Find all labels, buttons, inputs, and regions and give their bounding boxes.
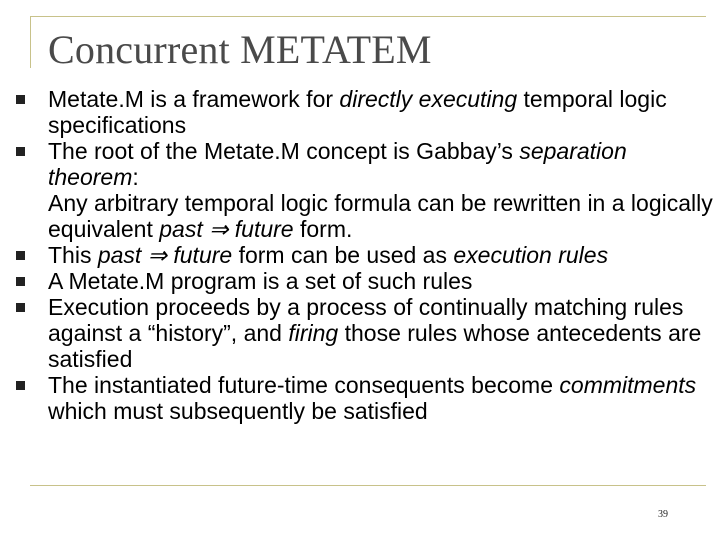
emphasis-text: past ⇒ future [159, 216, 294, 242]
body-text: Execution proceeds by a process of continually matching rules against a “history”, and [48, 294, 684, 346]
square-bullet-icon [16, 303, 25, 312]
square-bullet-icon [16, 277, 25, 286]
body-text: The root of the Metate.M concept is Gabbay’s [48, 138, 520, 164]
bullet-text [48, 294, 701, 372]
square-bullet-icon [16, 251, 25, 260]
emphasis-text: separation theorem [48, 138, 627, 190]
body-text: form can be used as [232, 242, 454, 268]
square-bullet-icon [16, 381, 25, 390]
bullet-item [14, 242, 714, 268]
bullet-text [48, 242, 608, 268]
body-text: The instantiated future-time consequents become [48, 372, 560, 398]
emphasis-text: commitments [559, 372, 697, 398]
square-bullet-icon [16, 147, 25, 156]
emphasis-text: execution rules [453, 242, 609, 268]
bullet-item [14, 268, 714, 294]
bullet-item [14, 138, 714, 242]
body-text: Metate.M is a framework for [48, 86, 340, 112]
body-text: Any arbitrary temporal logic formula can be rewritten in a logically equivalent [48, 190, 713, 242]
bullet-text [48, 86, 667, 138]
slide-title: Concurrent METATEM [48, 27, 432, 72]
bottom-rule [30, 485, 706, 486]
body-text: This [48, 242, 98, 268]
bullet-text [48, 372, 696, 424]
bullet-text [48, 268, 472, 294]
top-rule [30, 16, 706, 17]
bullet-list [14, 86, 714, 424]
emphasis-text: firing [288, 320, 339, 346]
body-text: : [132, 164, 139, 190]
emphasis-text: past ⇒ future [97, 242, 233, 268]
emphasis-text: directly executing [339, 86, 518, 112]
body-text: form. [293, 216, 353, 242]
body-text: temporal logic specifications [48, 86, 667, 138]
body-text: A Metate.M program is a set of such rules [48, 268, 473, 294]
bullet-item [14, 294, 714, 372]
bullet-item [14, 372, 714, 424]
square-bullet-icon [16, 95, 25, 104]
bullet-item [14, 86, 714, 138]
bullet-text [48, 138, 713, 242]
body-text: which must subsequently be satisfied [48, 398, 428, 424]
page-number: 39 [658, 509, 668, 520]
body-text: those rules whose antecedents are satisfied [48, 320, 702, 372]
left-rule [30, 16, 31, 68]
